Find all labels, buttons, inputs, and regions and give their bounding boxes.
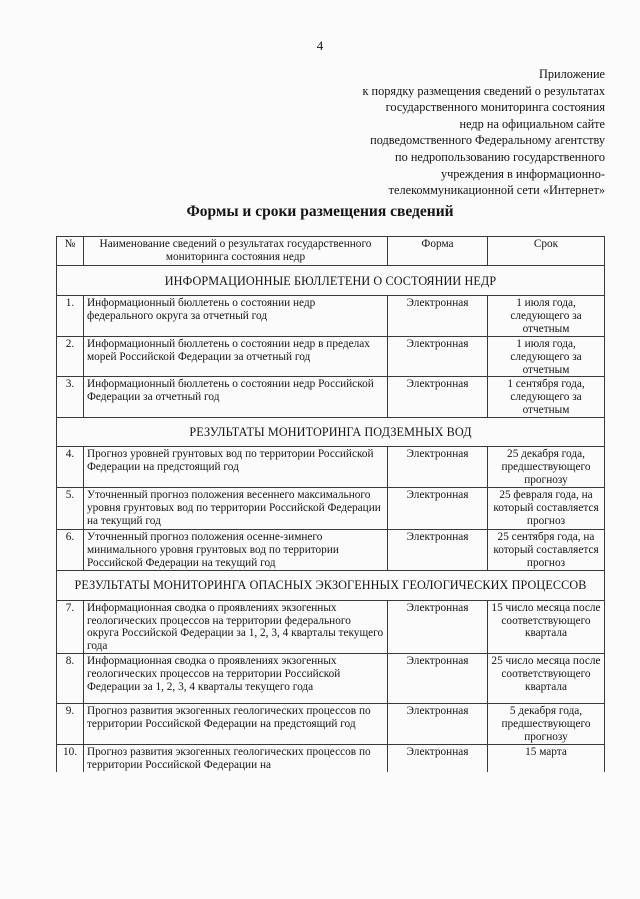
row-term: 1 июля года, следующего за отчетным	[488, 296, 605, 337]
table-row	[57, 600, 605, 654]
row-name: Прогноз уровней грунтовых вод по территории Российской Федерации на предстоящий год	[84, 447, 388, 488]
row-name: Уточненный прогноз положения весеннего максимального уровня грунтовых вод по территории Российской Федерации на текущий год	[84, 487, 388, 529]
section-title: РЕЗУЛЬТАТЫ МОНИТОРИНГА ПОДЗЕМНЫХ ВОД	[57, 418, 605, 447]
table-row	[57, 654, 605, 704]
header-form: Форма	[388, 237, 488, 266]
appendix-line: государственного мониторинга состояния	[385, 100, 605, 115]
table-row	[57, 447, 605, 488]
appendix-line: подведомственного Федеральному агентству	[370, 133, 605, 148]
row-term: 25 декабря года, предшествующего прогнозу	[488, 447, 605, 488]
section-title: РЕЗУЛЬТАТЫ МОНИТОРИНГА ОПАСНЫХ ЭКЗОГЕННЫХ ГЕОЛОГИЧЕСКИХ ПРОЦЕССОВ	[57, 570, 605, 600]
row-number: 9.	[57, 704, 84, 745]
row-term: 25 сентября года, на который составляется прогноз	[488, 529, 605, 570]
row-name: Информационный бюллетень о состоянии недр федерального округа за отчетный год	[84, 296, 388, 337]
row-form: Электронная	[388, 487, 488, 529]
row-number: 5.	[57, 487, 84, 529]
table-row	[57, 744, 605, 772]
row-form: Электронная	[388, 377, 488, 418]
row-form: Электронная	[388, 336, 488, 377]
section-row	[57, 418, 605, 447]
header-term: Срок	[488, 237, 605, 266]
table-row	[57, 487, 605, 529]
appendix-line: Приложение	[539, 67, 605, 81]
section-row	[57, 266, 605, 296]
row-term: 25 февраля года, на который составляется прогноз	[488, 487, 605, 529]
row-name: Информационная сводка о проявлениях экзогенных геологических процессов на территории федерального округа Российской Федерации за 1, 2, 3, 4 кварталы текущего года	[84, 600, 388, 654]
row-term: 15 число месяца после соответствующего квартала	[488, 600, 605, 654]
row-form: Электронная	[388, 654, 488, 704]
document-title: Формы и сроки размещения сведений	[186, 203, 454, 220]
row-number: 10.	[57, 744, 84, 772]
section-row	[57, 570, 605, 600]
row-term: 25 число месяца после соответствующего квартала	[488, 654, 605, 704]
appendix-note	[305, 66, 605, 199]
table-row	[57, 704, 605, 745]
appendix-line: к порядку размещения сведений о результатах	[362, 83, 605, 98]
appendix-line: телекоммуникационной сети «Интернет»	[388, 183, 605, 198]
row-name: Информационный бюллетень о состоянии недр в пределах морей Российской Федерации за отчетный год	[84, 336, 388, 377]
table-row	[57, 377, 605, 418]
row-form: Электронная	[388, 529, 488, 570]
row-term: 5 декабря года, предшествующего прогнозу	[488, 704, 605, 745]
row-number: 7.	[57, 600, 84, 654]
header-name: Наименование сведений о результатах государственного мониторинга состояния недр	[84, 237, 388, 266]
table-row	[57, 296, 605, 337]
section-title: ИНФОРМАЦИОННЫЕ БЮЛЛЕТЕНИ О СОСТОЯНИИ НЕДР	[57, 266, 605, 296]
row-name: Прогноз развития экзогенных геологических процессов по территории Российской Федерации на	[84, 744, 388, 772]
row-form: Электронная	[388, 704, 488, 745]
row-form: Электронная	[388, 600, 488, 654]
row-number: 6.	[57, 529, 84, 570]
row-name: Информационный бюллетень о состоянии недр Российской Федерации за отчетный год	[84, 377, 388, 418]
table-row	[57, 336, 605, 377]
page-number: 4	[316, 38, 324, 53]
row-term: 15 марта	[488, 744, 605, 772]
row-number: 8.	[57, 654, 84, 704]
row-number: 2.	[57, 336, 84, 377]
row-number: 4.	[57, 447, 84, 488]
appendix-line: учреждения в информационно-	[440, 166, 605, 181]
header-number: №	[57, 237, 84, 266]
appendix-line: по недропользованию государственного	[395, 149, 605, 164]
row-form: Электронная	[388, 447, 488, 488]
row-term: 1 сентября года, следующего за отчетным	[488, 377, 605, 418]
table-header-row	[57, 237, 605, 266]
appendix-line: недр на официальном сайте	[459, 116, 605, 131]
row-name: Уточненный прогноз положения осенне-зимнего минимального уровня грунтовых вод по территории Российской Федерации на текущий год	[84, 529, 388, 570]
row-number: 1.	[57, 296, 84, 337]
row-form: Электронная	[388, 744, 488, 772]
schedule-table	[56, 236, 605, 772]
row-number: 3.	[57, 377, 84, 418]
row-form: Электронная	[388, 296, 488, 337]
row-term: 1 июля года, следующего за отчетным	[488, 336, 605, 377]
row-name: Информационная сводка о проявлениях экзогенных геологических процессов на территории Российской Федерации за 1, 2, 3, 4 кварталы текущего года	[84, 654, 388, 704]
table-row	[57, 529, 605, 570]
row-name: Прогноз развития экзогенных геологических процессов по территории Российской Федерации на предстоящий год	[84, 704, 388, 745]
